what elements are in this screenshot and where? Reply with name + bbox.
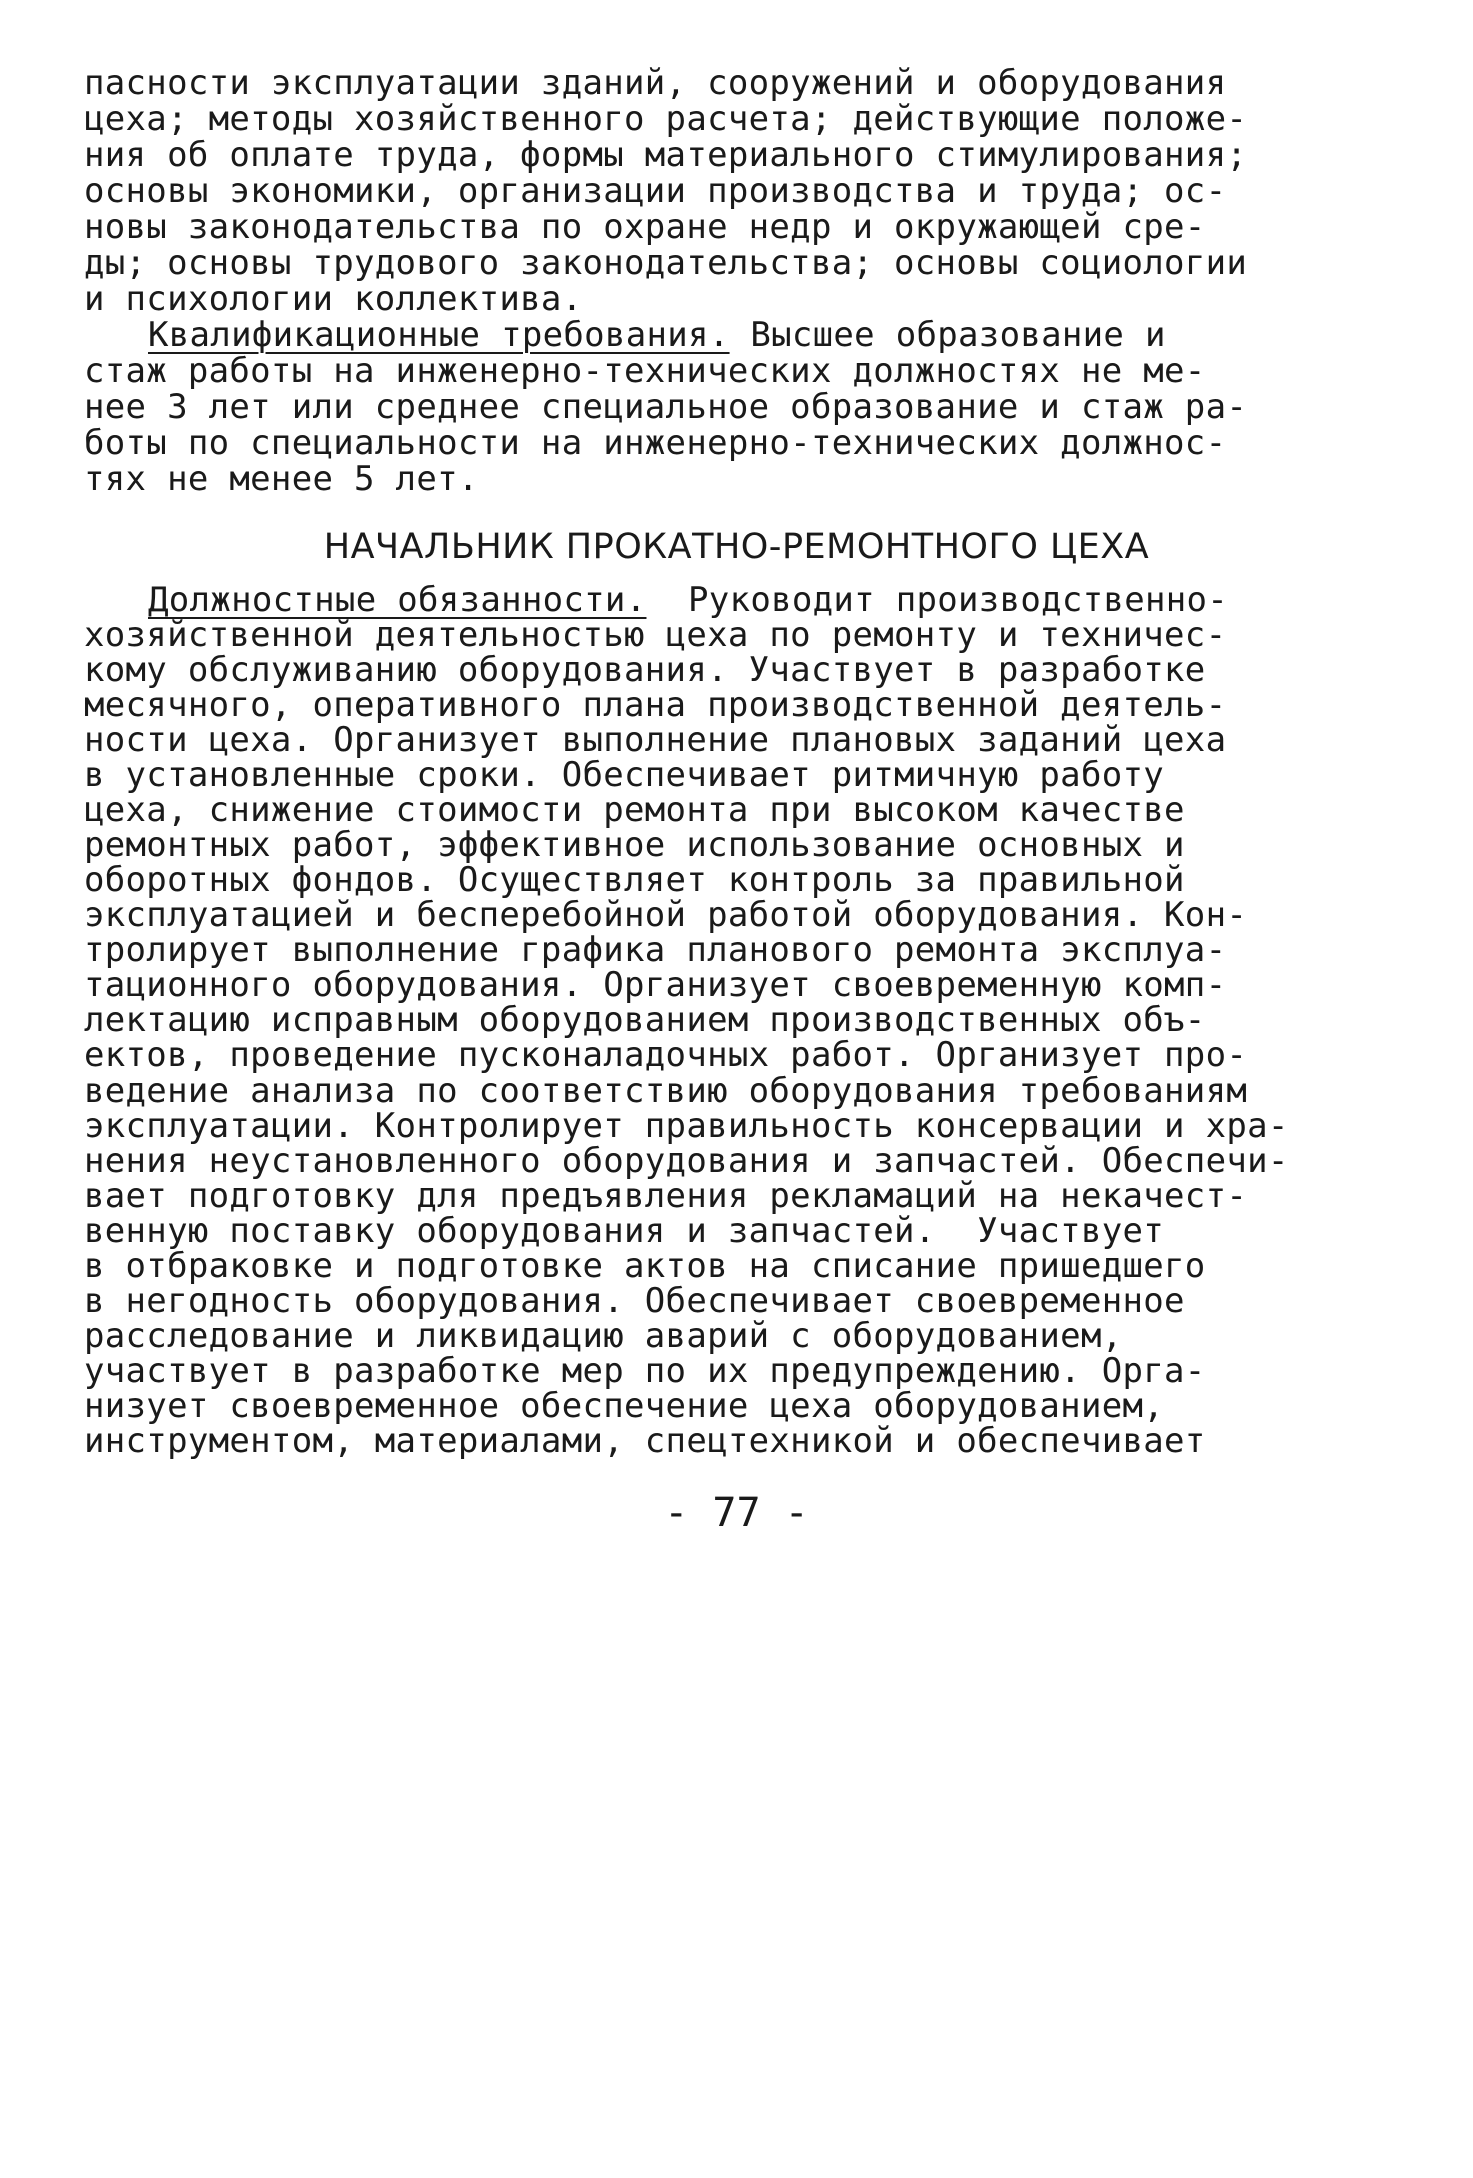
text-line: в установленные сроки. Обеспечивает ритмичную работу bbox=[84, 755, 1165, 795]
text-line: лектацию исправным оборудованием производственных объ- bbox=[84, 1000, 1206, 1040]
text-line: в негодность оборудования. Обеспечивает своевременное bbox=[84, 1281, 1185, 1321]
text-line: кому обслуживанию оборудования. Участвует в разработке bbox=[84, 650, 1206, 690]
text-line: тролирует выполнение графика планового ремонта эксплуа- bbox=[84, 930, 1227, 970]
text-line: нения неустановленного оборудования и запчастей. Обеспечи- bbox=[84, 1141, 1289, 1181]
text-line: ности цеха. Организует выполнение плановых заданий цеха bbox=[84, 720, 1227, 760]
text-line: стаж работы на инженерно-технических должностях не ме- bbox=[84, 351, 1206, 391]
qualifications-label: Квалификационные требования. bbox=[148, 315, 730, 355]
duties-text: Руководит производственно- bbox=[646, 580, 1229, 620]
page-number: - 77 - bbox=[664, 1490, 809, 1536]
text-line: эксплуатации. Контролирует правильность консервации и хра- bbox=[84, 1106, 1289, 1146]
text-line: месячного, оперативного плана производственной деятель- bbox=[84, 685, 1227, 725]
text-line: ектов, проведение пусконаладочных работ. Организует про- bbox=[84, 1035, 1248, 1075]
text-line: хозяйственной деятельностью цеха по ремонту и техничес- bbox=[84, 615, 1227, 655]
text-line: ремонтных работ, эффективное использование основных и bbox=[84, 825, 1185, 865]
text-line: эксплуатацией и бесперебойной работой оборудования. Кон- bbox=[84, 895, 1248, 935]
text-line: новы законодательства по охране недр и окружающей сре- bbox=[84, 207, 1206, 247]
text-line: основы экономики, организации производства и труда; ос- bbox=[84, 171, 1227, 211]
text-line: инструментом, материалами, спецтехникой и обеспечивает bbox=[84, 1421, 1206, 1461]
text-line: боты по специальности на инженерно-технических должнос- bbox=[84, 423, 1227, 463]
duties-label: Должностные обязанности. bbox=[148, 580, 647, 620]
text-line: участвует в разработке мер по их предупреждению. Орга- bbox=[84, 1351, 1206, 1391]
section-title: НАЧАЛЬНИК ПРОКАТНО-РЕМОНТНОГО ЦЕХА bbox=[323, 527, 1150, 567]
text-line: вает подготовку для предъявления рекламаций на некачест- bbox=[84, 1176, 1248, 1216]
text-line: и психологии коллектива. bbox=[84, 279, 583, 319]
text-line: пасности эксплуатации зданий, сооружений и оборудования bbox=[84, 63, 1227, 103]
text-line: расследование и ликвидацию аварий с оборудованием, bbox=[84, 1316, 1123, 1356]
text-line: ведение анализа по соответствию оборудования требованиям bbox=[84, 1071, 1248, 1111]
qualifications-text: Высшее образование и bbox=[729, 315, 1166, 355]
text-line: ния об оплате труда, формы материального стимулирования; bbox=[84, 135, 1248, 175]
text-line: оборотных фондов. Осуществляет контроль за правильной bbox=[84, 860, 1185, 900]
text-line: тях не менее 5 лет. bbox=[84, 459, 479, 499]
text-line: ды; основы трудового законодательства; основы социологии bbox=[84, 243, 1248, 283]
text-line: низует своевременное обеспечение цеха оборудованием, bbox=[84, 1386, 1165, 1426]
text-line: цеха, снижение стоимости ремонта при высоком качестве bbox=[84, 790, 1185, 830]
text-line: цеха; методы хозяйственного расчета; действующие положе- bbox=[84, 99, 1248, 139]
text-line: венную поставку оборудования и запчастей. Участвует bbox=[84, 1211, 1165, 1251]
text-line: тационного оборудования. Организует своевременную комп- bbox=[84, 965, 1227, 1005]
text-line: нее 3 лет или среднее специальное образование и стаж ра- bbox=[84, 387, 1248, 427]
text-line: в отбраковке и подготовке актов на списание пришедшего bbox=[84, 1246, 1206, 1286]
